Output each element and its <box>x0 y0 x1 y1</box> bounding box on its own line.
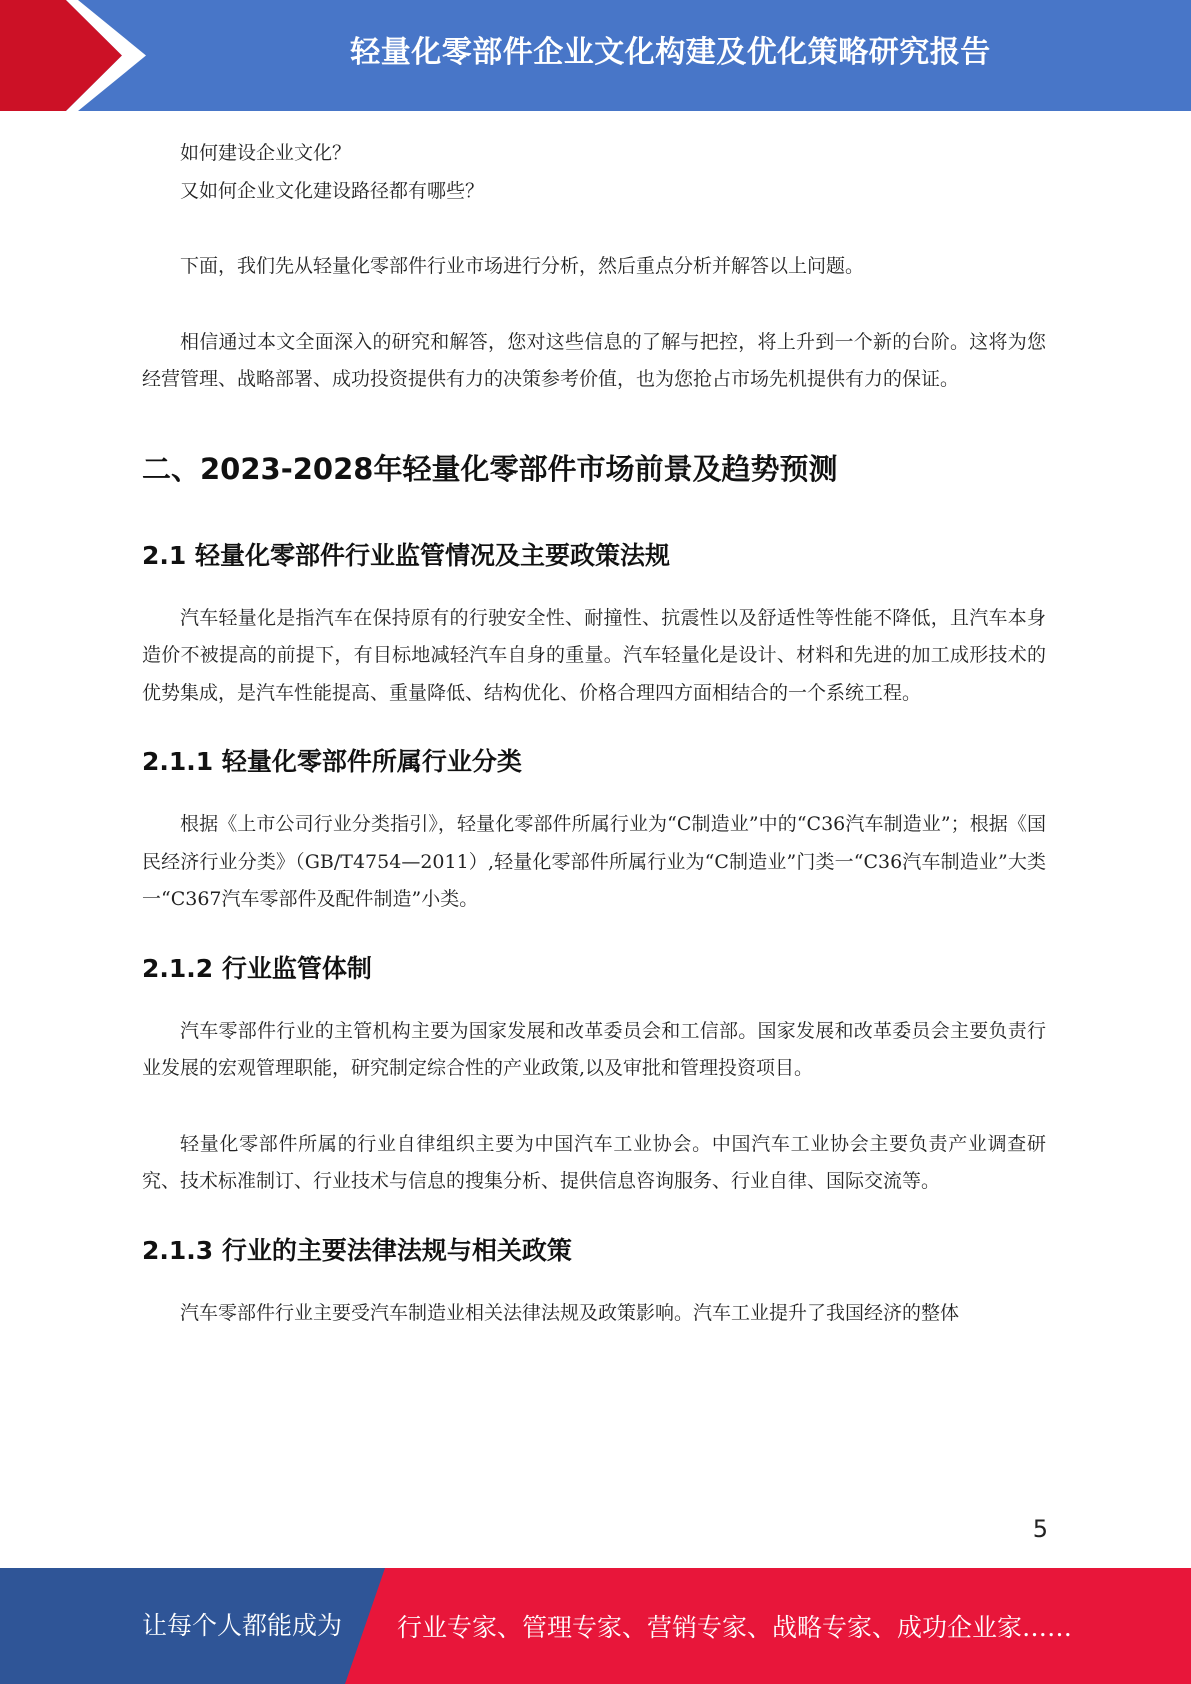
footer-slogan-left: 让每个人都能成为 <box>142 1611 343 1640</box>
paragraph-2-1-1: 根据《上市公司行业分类指引》，轻量化零部件所属行业为“C制造业”中的“C36汽车制造业”；根据《国民经济行业分类》（GB/T4754—2011）,轻量化零部件所属行业为“C制造业”门类一“C36汽车制造业”大类一“C367汽车零部件及配件制造”小类。 <box>142 813 1046 910</box>
paragraph-2-1-2-b: 轻量化零部件所属的行业自律组织主要为中国汽车工业协会。中国汽车工业协会主要负责产业调查研究、技术标准制订、行业技术与信息的搜集分析、提供信息咨询服务、行业自律、国际交流等。 <box>142 1132 1046 1192</box>
document-body <box>142 135 1046 1332</box>
paragraph-2-1-3: 汽车零部件行业主要受汽车制造业相关法律法规及政策影响。汽车工业提升了我国经济的整体 <box>180 1301 960 1324</box>
subsection-heading-2-1: 2.1 轻量化零部件行业监管情况及主要政策法规 <box>142 540 670 570</box>
intro-paragraph-1: 下面，我们先从轻量化零部件行业市场进行分析，然后重点分析并解答以上问题。 <box>180 255 865 277</box>
paragraph-2-1-2-a: 汽车零部件行业的主管机构主要为国家发展和改革委员会和工信部。国家发展和改革委员会主要负责行业发展的宏观管理职能，研究制定综合性的产业政策,以及审批和管理投资项目。 <box>142 1019 1046 1079</box>
section-heading-2: 二、2023-2028年轻量化零部件市场前景及趋势预测 <box>142 451 838 486</box>
intro-question-2: 又如何企业文化建设路径都有哪些？ <box>180 179 485 202</box>
subsection-heading-2-1-2: 2.1.2 行业监管体制 <box>142 953 372 983</box>
intro-paragraph-2: 相信通过本文全面深入的研究和解答，您对这些信息的了解与把控，将上升到一个新的台阶。这将为您经营管理、战略部署、成功投资提供有力的决策参考价值，也为您抢占市场先机提供有力的保证。 <box>142 330 1046 390</box>
header-banner <box>0 0 1191 111</box>
page-number: 5 <box>1032 1515 1048 1543</box>
footer-slogan-right: 行业专家、管理专家、营销专家、战略专家、成功企业家…… <box>397 1613 1073 1642</box>
footer-banner <box>0 1568 1191 1684</box>
paragraph-2-1: 汽车轻量化是指汽车在保持原有的行驶安全性、耐撞性、抗震性以及舒适性等性能不降低，且汽车本身造价不被提高的前提下，有目标地减轻汽车自身的重量。汽车轻量化是设计、材料和先进的加工成形技术的优势集成，是汽车性能提高、重量降低、结构优化、价格合理四方面相结合的一个系统工程。 <box>142 606 1046 704</box>
red-chevron-decoration <box>0 0 160 111</box>
subsection-heading-2-1-3: 2.1.3 行业的主要法律法规与相关政策 <box>142 1235 572 1265</box>
intro-question-1: 如何建设企业文化？ <box>180 142 352 164</box>
report-title: 轻量化零部件企业文化构建及优化策略研究报告 <box>350 35 991 70</box>
subsection-heading-2-1-1: 2.1.1 轻量化零部件所属行业分类 <box>142 747 522 776</box>
